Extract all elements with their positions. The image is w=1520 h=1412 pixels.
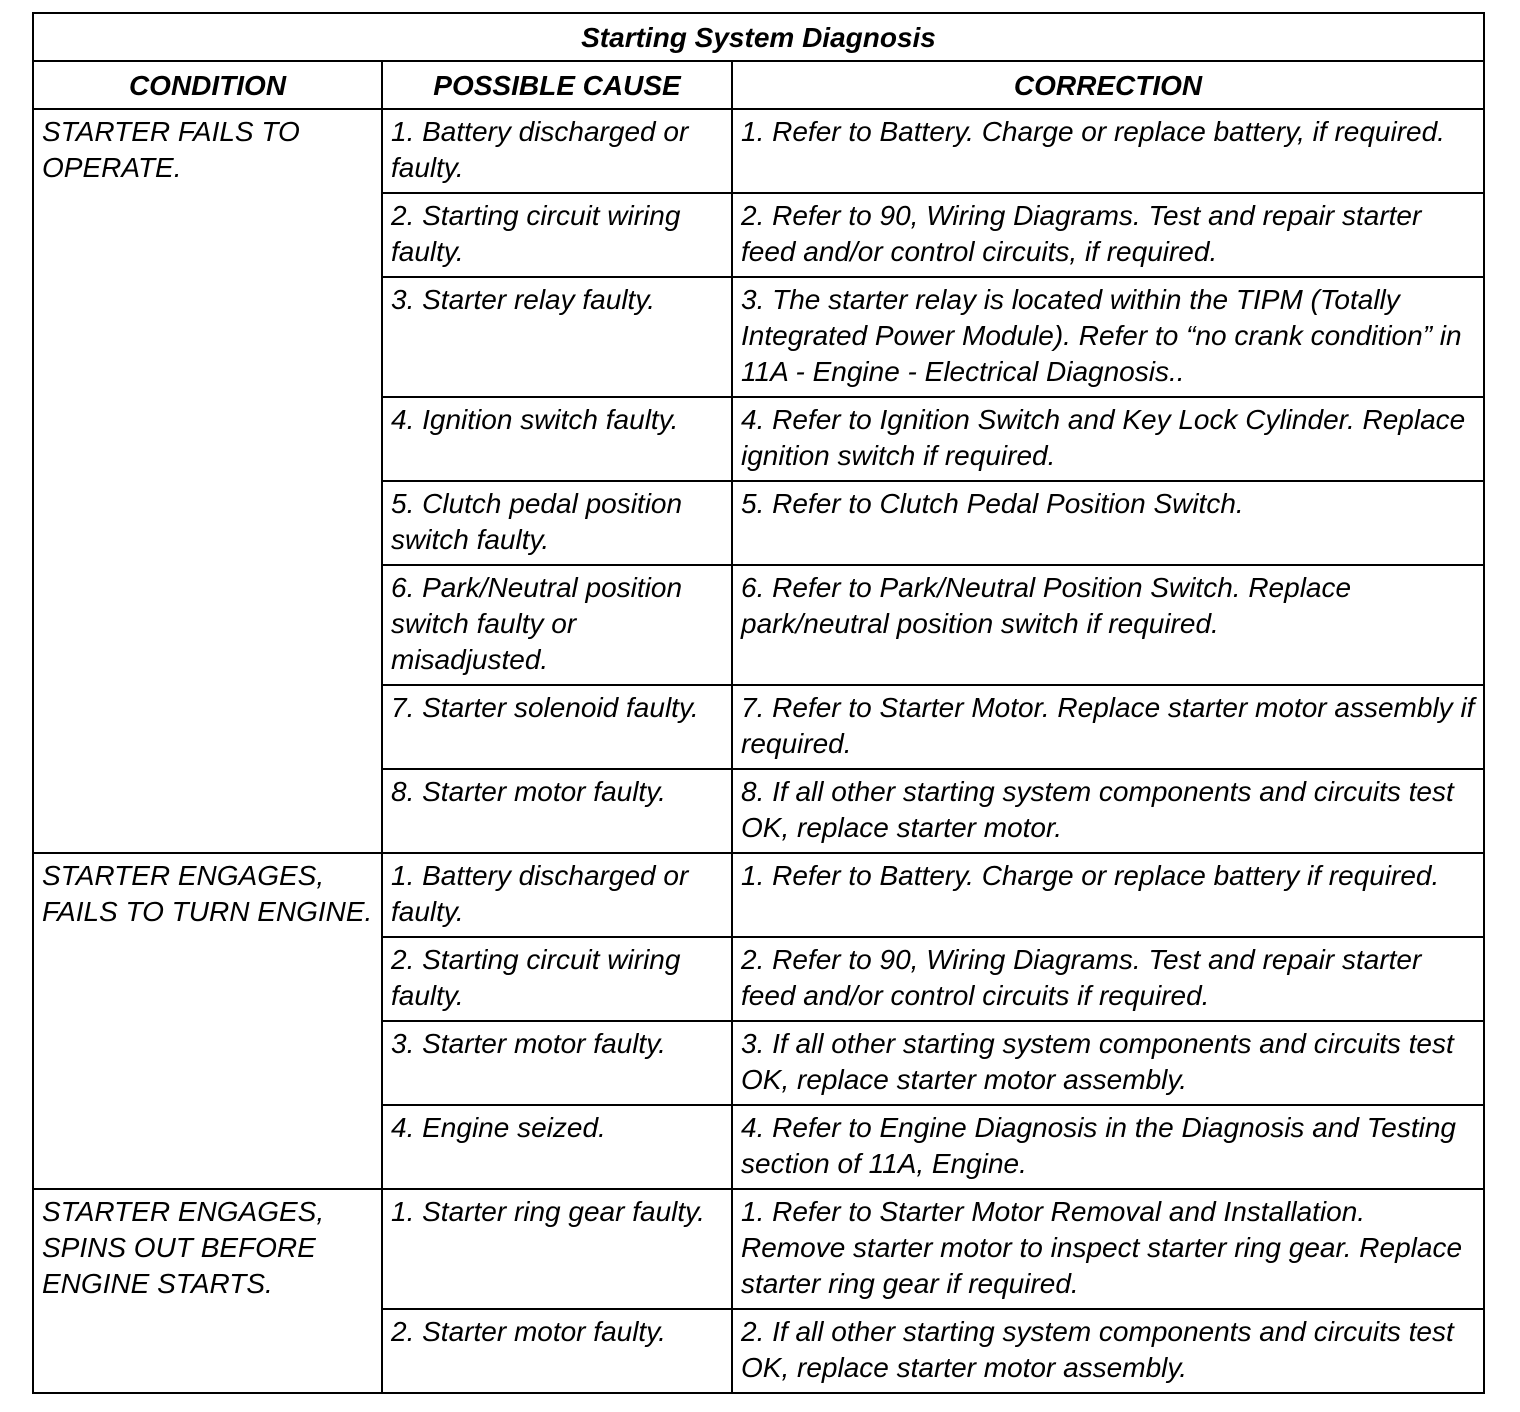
table-title: Starting System Diagnosis bbox=[33, 13, 1484, 61]
correction-cell: 1. Refer to Battery. Charge or replace battery if required. bbox=[732, 853, 1484, 937]
cause-cell: 1. Battery discharged or faulty. bbox=[382, 853, 732, 937]
correction-cell: 2. Refer to 90, Wiring Diagrams. Test and repair starter feed and/or control circuits, if required. bbox=[732, 193, 1484, 277]
cause-cell: 5. Clutch pedal position switch faulty. bbox=[382, 481, 732, 565]
correction-cell: 2. If all other starting system components and circuits test OK, replace starter motor assembly. bbox=[732, 1309, 1484, 1393]
correction-cell: 2. Refer to 90, Wiring Diagrams. Test and repair starter feed and/or control circuits if required. bbox=[732, 937, 1484, 1021]
cause-cell: 4. Ignition switch faulty. bbox=[382, 397, 732, 481]
correction-cell: 4. Refer to Ignition Switch and Key Lock Cylinder. Replace ignition switch if required. bbox=[732, 397, 1484, 481]
correction-cell: 7. Refer to Starter Motor. Replace starter motor assembly if required. bbox=[732, 685, 1484, 769]
correction-cell: 3. The starter relay is located within the TIPM (Totally Integrated Power Module). Refer to “no crank condition” in 11A - Engine - Electrical Diagnosis.. bbox=[732, 277, 1484, 397]
cause-cell: 7. Starter solenoid faulty. bbox=[382, 685, 732, 769]
correction-cell: 1. Refer to Battery. Charge or replace battery, if required. bbox=[732, 109, 1484, 193]
correction-cell: 3. If all other starting system components and circuits test OK, replace starter motor assembly. bbox=[732, 1021, 1484, 1105]
correction-header: CORRECTION bbox=[732, 61, 1484, 109]
correction-cell: 1. Refer to Starter Motor Removal and Installation. Remove starter motor to inspect starter ring gear. Replace starter ring gear if required. bbox=[732, 1189, 1484, 1309]
table-row bbox=[33, 1189, 1484, 1309]
cause-cell: 2. Starting circuit wiring faulty. bbox=[382, 937, 732, 1021]
cause-header: POSSIBLE CAUSE bbox=[382, 61, 732, 109]
diagnosis-table bbox=[32, 12, 1485, 1394]
cause-cell: 2. Starting circuit wiring faulty. bbox=[382, 193, 732, 277]
condition-cell: STARTER ENGAGES, SPINS OUT BEFORE ENGINE STARTS. bbox=[33, 1189, 382, 1393]
cause-cell: 4. Engine seized. bbox=[382, 1105, 732, 1189]
cause-cell: 2. Starter motor faulty. bbox=[382, 1309, 732, 1393]
table-row bbox=[33, 853, 1484, 937]
correction-cell: 8. If all other starting system components and circuits test OK, replace starter motor. bbox=[732, 769, 1484, 853]
cause-cell: 8. Starter motor faulty. bbox=[382, 769, 732, 853]
correction-cell: 4. Refer to Engine Diagnosis in the Diagnosis and Testing section of 11A, Engine. bbox=[732, 1105, 1484, 1189]
cause-cell: 1. Battery discharged or faulty. bbox=[382, 109, 732, 193]
condition-header: CONDITION bbox=[33, 61, 382, 109]
condition-cell: STARTER ENGAGES, FAILS TO TURN ENGINE. bbox=[33, 853, 382, 1189]
column-header-row bbox=[33, 61, 1484, 109]
cause-cell: 1. Starter ring gear faulty. bbox=[382, 1189, 732, 1309]
correction-cell: 6. Refer to Park/Neutral Position Switch. Replace park/neutral position switch if required. bbox=[732, 565, 1484, 685]
cause-cell: 3. Starter motor faulty. bbox=[382, 1021, 732, 1105]
table-title-row bbox=[33, 13, 1484, 61]
cause-cell: 3. Starter relay faulty. bbox=[382, 277, 732, 397]
table-row bbox=[33, 109, 1484, 193]
cause-cell: 6. Park/Neutral position switch faulty or misadjusted. bbox=[382, 565, 732, 685]
condition-cell: STARTER FAILS TO OPERATE. bbox=[33, 109, 382, 853]
correction-cell: 5. Refer to Clutch Pedal Position Switch. bbox=[732, 481, 1484, 565]
